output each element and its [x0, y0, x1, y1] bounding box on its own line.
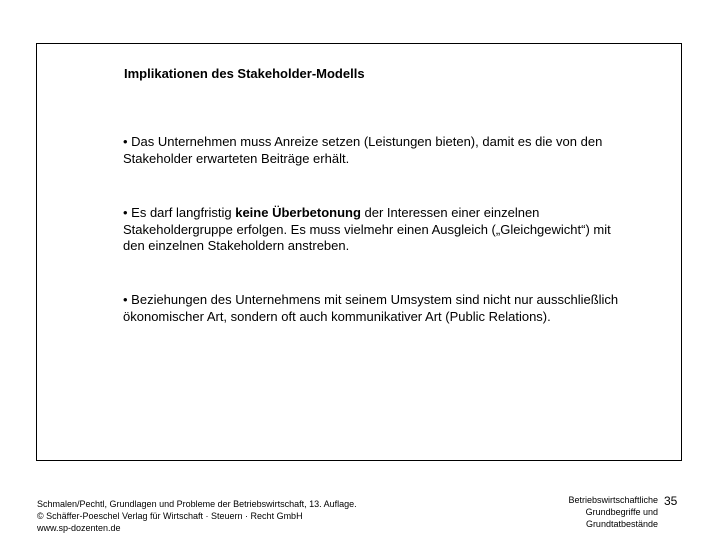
bullet-text: • Das Unternehmen muss Anreize setzen (Leistungen bieten), damit es die von den Stakeholder erwarteten Beiträge erhält.: [123, 134, 603, 166]
bullet-text-start: • Es darf langfristig: [123, 205, 236, 220]
citation-line: Schmalen/Pechtl, Grundlagen und Probleme der Betriebswirtschaft, 13. Auflage.: [37, 499, 357, 509]
bullet-text: • Beziehungen des Unternehmens mit seinem Umsystem sind nicht nur ausschließlich ökonomischer Art, sondern oft auch kommunikativer Art (Public Relations).: [123, 292, 619, 324]
website-line: www.sp-dozenten.de: [37, 523, 121, 533]
copyright-line: © Schäffer-Poeschel Verlag für Wirtschaft · Steuern · Recht GmbH: [37, 511, 303, 521]
bullet-relations: [123, 292, 623, 325]
chapter-label: [540, 494, 658, 530]
bullet-text-end: der Interessen einer einzelnen Stakeholdergruppe erfolgen. Es muss vielmehr einen Ausgleich („Gleichgewicht“) mit den einzelnen Stakeholdern anstreben.: [123, 205, 611, 253]
bullet-incentives: [123, 134, 623, 167]
bullet-emphasis: keine Überbetonung: [235, 205, 361, 220]
slide-title: Implikationen des Stakeholder-Modells: [124, 66, 365, 81]
chapter-line: Grundtatbestände: [585, 519, 658, 529]
slide-frame: [36, 43, 682, 461]
page-number: 35: [664, 494, 678, 508]
source-citation: [37, 498, 437, 534]
bullet-balance: [123, 205, 623, 255]
chapter-line: Grundbegriffe und: [585, 507, 658, 517]
chapter-line: Betriebswirtschaftliche: [568, 495, 658, 505]
